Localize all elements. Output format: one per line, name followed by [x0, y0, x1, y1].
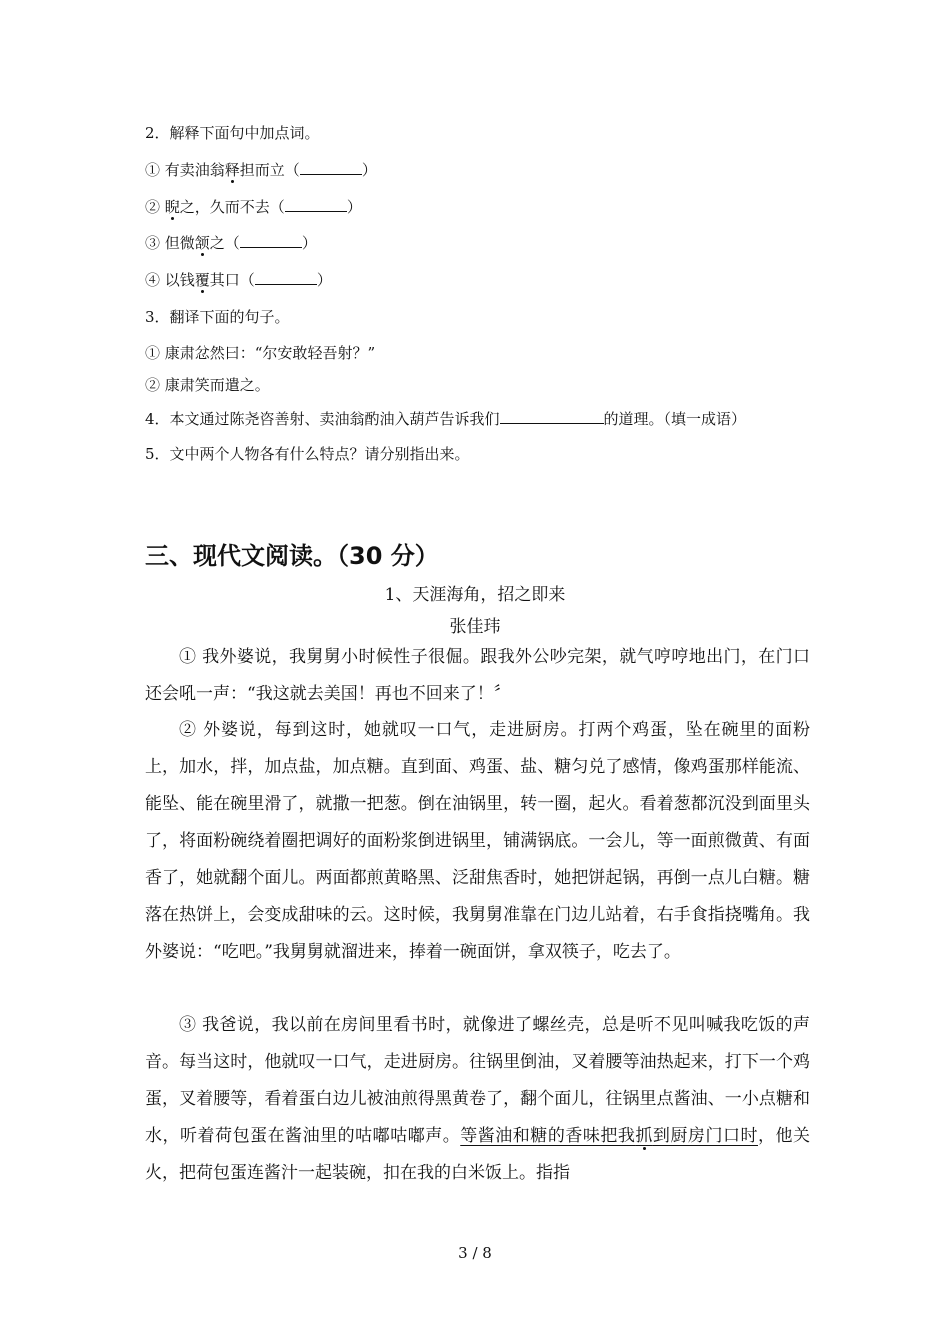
question-2-item-4: ④ 以钱覆其口（ ） — [145, 271, 332, 289]
answer-blank[interactable] — [285, 197, 347, 212]
paragraph-2: ② 外婆说，每到这时，她就叹一口气，走进厨房。打两个鸡蛋，坠在碗里的面粉上，加水，拌，加点盐，加点糖。直到面、鸡蛋、盐、糖匀兑了感情，像鸡蛋那样能流、能坠、能在碗里滑了，就撒一把葱。倒在油锅里，转一圈，起火。看着葱都沉没到面里头了，将面粉碗绕着圈把调好的面粉浆倒进锅里，铺满锅底。一会儿，等一面煎微黄、有面香了，她就翻个面儿。两面都煎黄略黑、泛甜焦香时，她把饼起锅，再倒一点儿白糖。糖落在热饼上，会变成甜味的云。这时候，我舅舅准靠在门边儿站着，右手食指挠嘴角。我外婆说：“吃吧。”我舅舅就溜进来，捧着一碗面饼，拿双筷子，吃去了。 — [145, 720, 810, 962]
answer-blank[interactable] — [300, 160, 362, 175]
page-number: 3 / 8 — [458, 1244, 492, 1262]
section-heading: 三、现代文阅读。（30 分） — [145, 542, 439, 570]
question-5: 5．文中两个人物各有什么特点？请分别指出来。 — [145, 445, 470, 463]
question-4: 4．本文通过陈尧咨善射、卖油翁酌油入葫芦告诉我们 的道理。（填一成语） — [145, 410, 747, 428]
question-2-item-1: ① 有卖油翁释担而立（ ） — [145, 161, 377, 179]
answer-blank[interactable] — [240, 233, 302, 248]
question-3-item-2: ② 康肃笑而遣之。 — [145, 376, 270, 394]
question-2-item-2: ② 睨之，久而不去（ ） — [145, 198, 362, 216]
underlined-sentence: 等酱油和糖的香味把我抓到厨房门口时 — [460, 1126, 758, 1146]
dotted-word: 睨 — [164, 198, 180, 216]
answer-blank[interactable] — [500, 409, 604, 424]
answer-blank[interactable] — [255, 270, 317, 285]
article-title: 1、天涯海角，招之即来 — [384, 585, 566, 605]
paragraph-1: ① 我外婆说，我舅舅小时候性子很倔。跟我外公吵完架，就气哼哼地出门，在门口还会吼一声：“我这就去美国！再也不回来了！〞 — [145, 647, 810, 704]
question-2-item-3: ③ 但微颔之（ ） — [145, 234, 317, 252]
dotted-word: 颔 — [194, 234, 210, 252]
dotted-word: 释 — [224, 161, 240, 179]
question-2-title: 2．解释下面句中加点词。 — [145, 124, 320, 142]
question-3-title: 3．翻译下面的句子。 — [145, 308, 290, 326]
article-author: 张佳玮 — [449, 617, 501, 637]
question-3-item-1: ① 康肃忿然曰：“尔安敢轻吾射？” — [145, 344, 376, 362]
dotted-word: 覆 — [194, 271, 210, 289]
paragraph-3: ③ 我爸说，我以前在房间里看书时，就像进了螺丝壳，总是听不见叫喊我吃饭的声音。每当这时，他就叹一口气，走进厨房。往锅里倒油，叉着腰等油热起来，打下一个鸡蛋，叉着腰等，看着蛋白边儿被油煎得黑黄卷了，翻个面儿，往锅里点酱油、一小点糖和水，听着荷包蛋在酱油里的咕嘟咕嘟声。等酱油和糖的香味把我抓到厨房门口时，他关火，把荷包蛋连酱汁一起装碗，扣在我的白米饭上。指指 — [145, 1015, 811, 1183]
dotted-word: 抓 — [635, 1126, 653, 1146]
